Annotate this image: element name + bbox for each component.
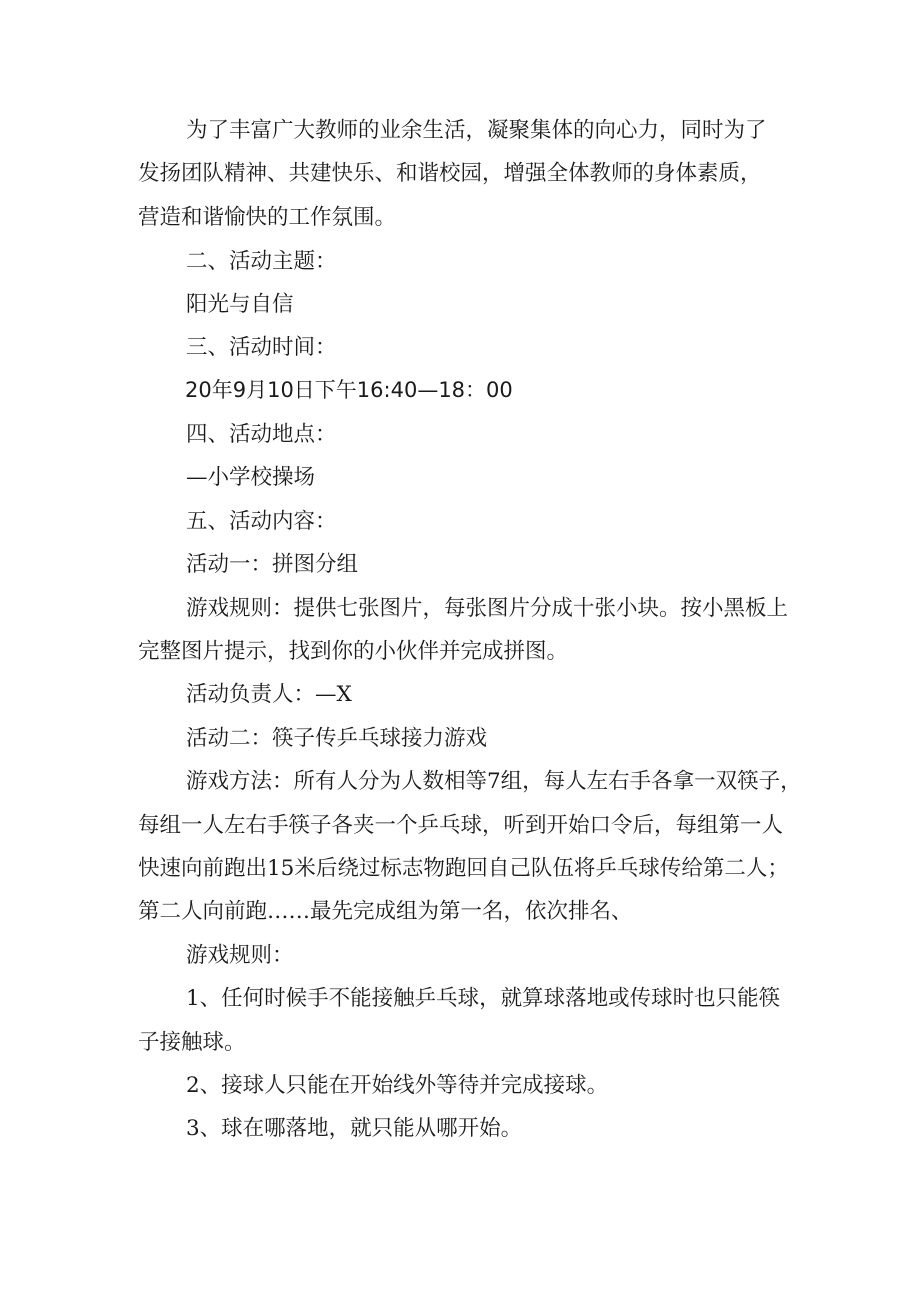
theme-heading: 二、活动主题： bbox=[186, 249, 337, 274]
activity1-rules-line-1: 游戏规则：提供七张图片，每张图片分成十张小块。按小黑板上 bbox=[186, 596, 789, 621]
activity2-method-line-2: 每组一人左右手筷子各夹一个乒乓球，听到开始口令后，每组第一人 bbox=[138, 813, 784, 838]
content-heading: 五、活动内容： bbox=[186, 509, 337, 534]
activity2-rules-heading: 游戏规则： bbox=[186, 943, 294, 968]
rule-3: 3、球在哪落地，就只能从哪开始。 bbox=[186, 1116, 523, 1141]
activity2-method-line-4: 第二人向前跑……最先完成组为第一名，依次排名、 bbox=[138, 899, 633, 924]
activity2-title: 活动二：筷子传乒乓球接力游戏 bbox=[186, 726, 488, 751]
activity2-method-line-3: 快速向前跑出15米后绕过标志物跑回自己队伍将乒乓球传给第二人； bbox=[138, 856, 789, 881]
activity2-method-line-1: 游戏方法：所有人分为人数相等7组，每人左右手各拿一双筷子， bbox=[186, 769, 802, 794]
activity1-rules-line-2: 完整图片提示，找到你的小伙伴并完成拼图。 bbox=[138, 639, 569, 664]
activity1-title: 活动一：拼图分组 bbox=[186, 552, 359, 577]
purpose-line-3: 营造和谐愉快的工作氛围。 bbox=[138, 205, 397, 230]
rule-2: 2、接球人只能在开始线外等待并完成接球。 bbox=[186, 1073, 609, 1098]
time-value: 20年9月10日下午16:40—18：00 bbox=[185, 378, 513, 402]
rule-1-line-1: 1、任何时候手不能接触乒乓球，就算球落地或传球时也只能筷 bbox=[186, 986, 781, 1011]
location-value: —小学校操场 bbox=[186, 465, 316, 490]
location-heading: 四、活动地点： bbox=[186, 422, 337, 447]
rule-1-line-2: 子接触球。 bbox=[138, 1030, 246, 1055]
purpose-line-2: 发扬团队精神、共建快乐、和谐校园，增强全体教师的身体素质， bbox=[138, 161, 762, 186]
time-heading: 三、活动时间： bbox=[186, 335, 337, 360]
purpose-line-1: 为了丰富广大教师的业余生活，凝聚集体的向心力，同时为了 bbox=[186, 118, 767, 143]
theme-value: 阳光与自信 bbox=[186, 292, 294, 317]
activity1-leader: 活动负责人：—X bbox=[186, 682, 352, 707]
